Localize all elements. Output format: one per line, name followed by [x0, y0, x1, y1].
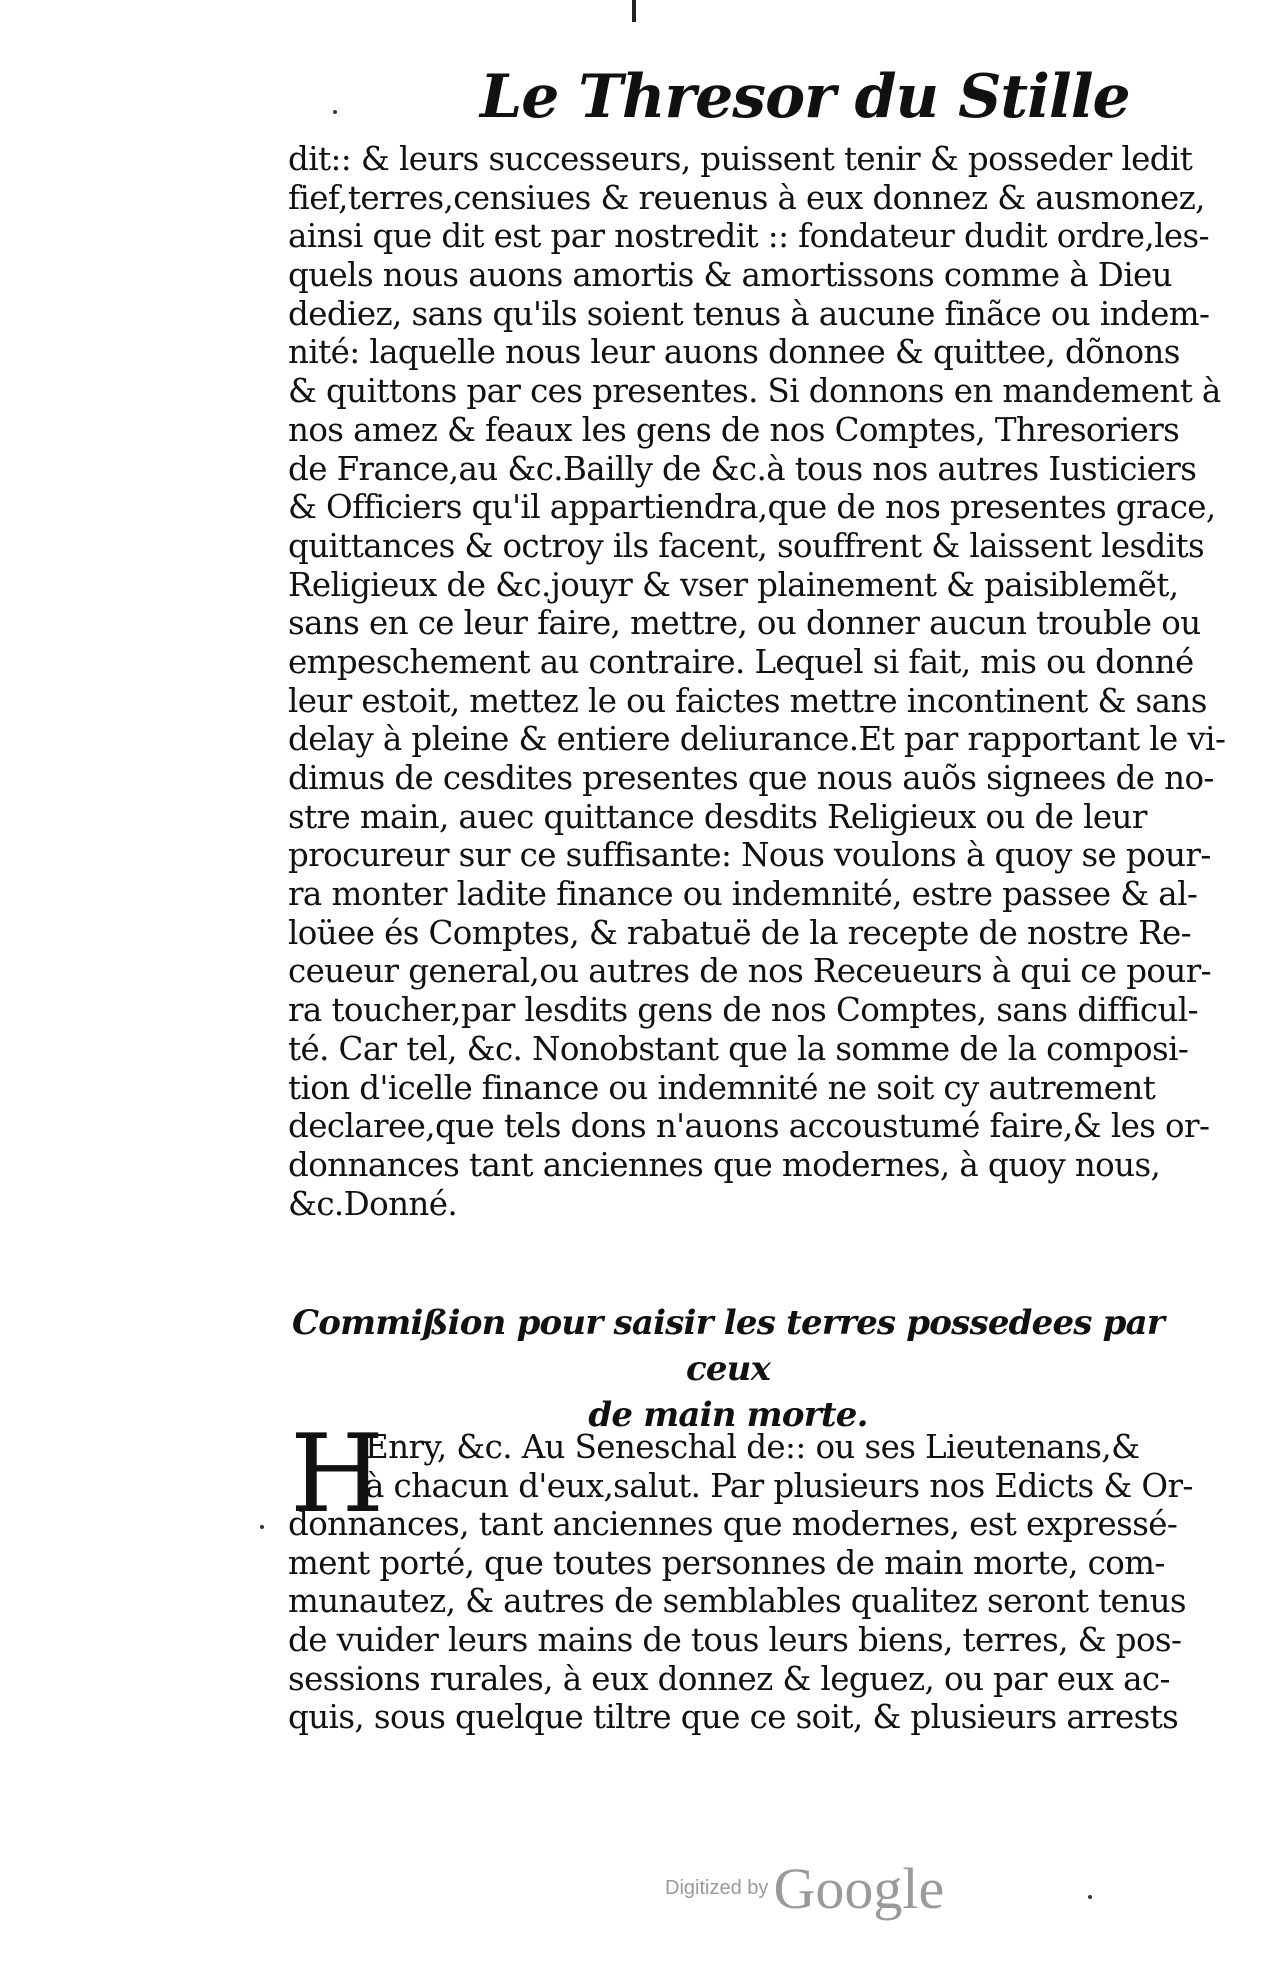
scan-speck: [260, 1525, 264, 1529]
heading-line: Commißion pour saisir les terres possedees par ceux: [291, 1303, 1164, 1389]
paragraph-2: [288, 1505, 1187, 1737]
text-line: delay à pleine & entiere deliurance.Et par rapportant le vi-: [288, 720, 1226, 759]
text-line: ra monter ladite finance ou indemnité, estre passee & al-: [288, 875, 1198, 914]
text-line: leur estoit, mettez le ou faictes mettre incontinent & sans: [288, 681, 1207, 720]
scan-speck: [1088, 1895, 1092, 1899]
digitized-by-label: Digitized by: [665, 1877, 769, 1899]
text-line: ment porté, que toutes personnes de main morte, com-: [288, 1543, 1165, 1582]
scan-edge-mark: [632, 0, 636, 22]
text-line: ainsi que dit est par nostredit :: fondateur dudit ordre,les-: [288, 217, 1209, 256]
heading-line: de main morte.: [588, 1395, 868, 1435]
text-line: quittances & octroy ils facent, souffrent & laissent lesdits: [288, 526, 1205, 565]
paragraph-1: [288, 140, 1226, 1223]
digitized-watermark: [665, 1855, 944, 1922]
text-line: tion d'icelle finance ou indemnité ne soit cy autrement: [288, 1068, 1156, 1107]
running-title: Le Thresor du Stille: [480, 62, 1130, 132]
google-logo: Google: [773, 1856, 945, 1921]
text-line: ceueur general,ou autres de nos Receueurs à qui ce pour-: [288, 952, 1212, 991]
text-line: donnances, tant anciennes que modernes, est expressé-: [288, 1505, 1178, 1543]
text-line: loüee és Comptes, & rabatuë de la recepte de nostre Re-: [288, 913, 1192, 952]
text-line: nité: laquelle nous leur auons donnee & quittee, dõnons: [288, 333, 1180, 372]
text-line: munautez, & autres de semblables qualitez seront tenus: [288, 1582, 1187, 1621]
text-line: à chacun d'eux,salut. Par plusieurs nos Edicts & Or-: [365, 1466, 1193, 1505]
text-line: &c.Donné.: [288, 1184, 458, 1223]
text-line: dit:: & leurs successeurs, puissent tenir & posseder ledit: [288, 140, 1193, 178]
text-line: dimus de cesdites presentes que nous auõs signees de no-: [288, 759, 1214, 797]
text-line: stre main, auec quittance desdits Religieux ou de leur: [288, 797, 1147, 836]
text-line: sessions rurales, à eux donnez & leguez, ou par eux ac-: [288, 1659, 1170, 1698]
text-line: té. Car tel, &c. Nonobstant que la somme de la composi-: [288, 1029, 1189, 1068]
text-line: sans en ce leur faire, mettre, ou donner aucun trouble ou: [288, 604, 1201, 643]
text-line: empeschement au contraire. Lequel si fait, mis ou donné: [288, 642, 1194, 681]
text-line: de France,au &c.Bailly de &c.à tous nos autres Iusticiers: [288, 449, 1197, 488]
text-line: dediez, sans qu'ils soient tenus à aucune finãce ou indem-: [288, 294, 1210, 333]
text-line: Religieux de &c.jouyr & vser plainement & paisiblemẽt,: [288, 565, 1179, 604]
text-line: procureur sur ce suffisante: Nous voulons à quoy se pour-: [288, 836, 1211, 875]
dropcap-initial: H: [290, 1412, 385, 1537]
text-line: donnances tant anciennes que modernes, à quoy nous,: [288, 1145, 1161, 1184]
text-line: Enry, &c. Au Seneschal de:: ou ses Lieutenans,&: [365, 1428, 1140, 1466]
text-line: declaree,que tels dons n'auons accoustumé faire,& les or-: [288, 1107, 1210, 1146]
text-line: & Officiers qu'il appartiendra,que de nos presentes grace,: [288, 488, 1216, 527]
text-line: quis, sous quelque tiltre que ce soit, & plusieurs arrests: [288, 1698, 1179, 1737]
text-line: quels nous auons amortis & amortissons comme à Dieu: [288, 256, 1172, 295]
text-line: nos amez & feaux les gens de nos Comptes, Thresoriers: [288, 410, 1180, 449]
paragraph-2-indented: [365, 1428, 1193, 1505]
section-heading: [288, 1300, 1168, 1438]
text-line: ra toucher,par lesdits gens de nos Comptes, sans difficul-: [288, 991, 1198, 1030]
text-line: fief,terres,censiues & reuenus à eux donnez & ausmonez,: [288, 178, 1205, 217]
text-line: & quittons par ces presentes. Si donnons en mandement à: [288, 372, 1221, 411]
scan-speck: [333, 110, 337, 114]
text-line: de vuider leurs mains de tous leurs biens, terres, & pos-: [288, 1621, 1182, 1660]
